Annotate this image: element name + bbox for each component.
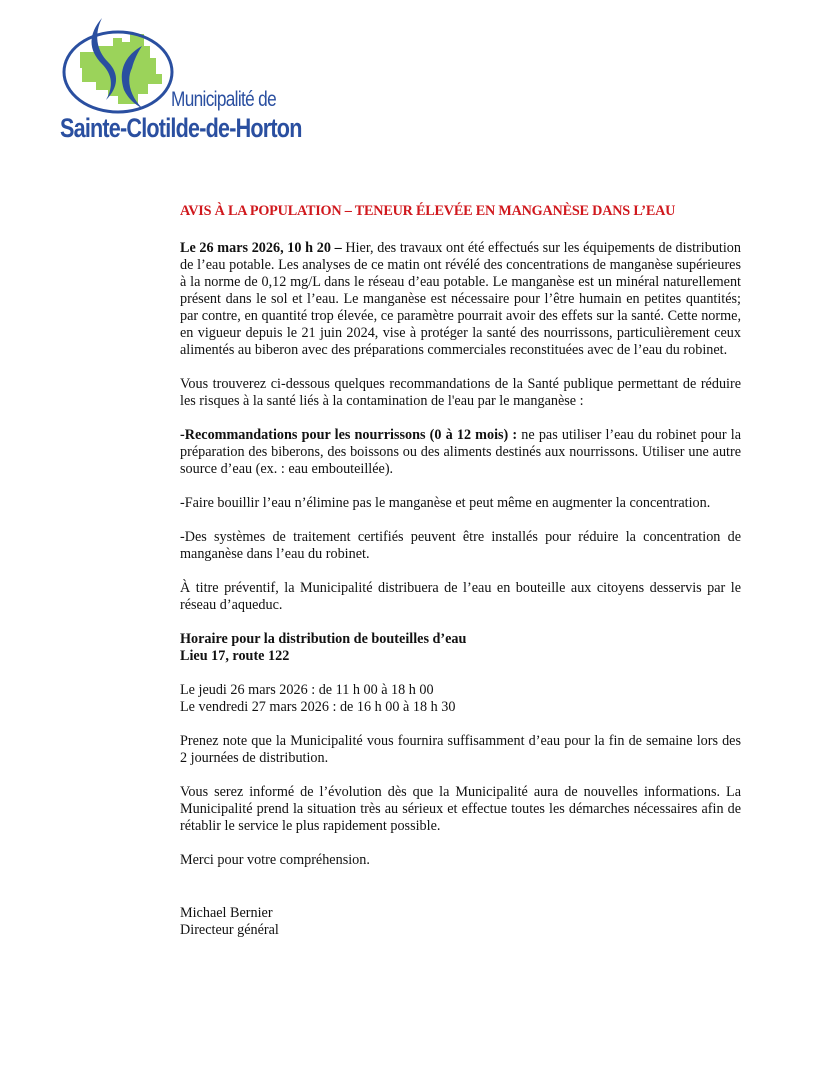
intro-paragraph xyxy=(180,240,741,359)
recommendation-item xyxy=(180,427,741,478)
logo-municipality-label: Municipalité de xyxy=(171,88,277,111)
recommendation-item: -Des systèmes de traitement certifiés peuvent être installés pour réduire la concentration de manganèse dans l’eau du robinet. xyxy=(180,529,741,562)
signature-name: Michael Bernier xyxy=(180,905,273,921)
municipality-logo xyxy=(58,12,308,143)
schedule-heading-block xyxy=(180,631,741,665)
schedule-heading: Horaire pour la distribution de bouteilles d’eau xyxy=(180,631,467,647)
followup-paragraph: Vous serez informé de l’évolution dès que la Municipalité aura de nouvelles informations. La Municipalité prend la situation très au sérieux et effectue toutes les démarches nécessaires afin de rétablir le service le plus rapidement possible. xyxy=(180,784,741,834)
recommendation-lead: -Recommandations pour les nourrissons (0 à 12 mois) : xyxy=(180,427,518,443)
signature-block xyxy=(180,905,741,939)
recommendation-item: -Faire bouillir l’eau n’élimine pas le manganèse et peut même en augmenter la concentration. xyxy=(180,495,711,511)
thanks-paragraph: Merci pour votre compréhension. xyxy=(180,852,370,868)
logo-municipality-name: Sainte-Clotilde-de-Horton xyxy=(60,113,302,143)
intro-text: Hier, des travaux ont été effectués sur les équipements de distribution de l’eau potable. Les analyses de ce matin ont révélé des concentrations de manganèse supérieures à la norme de 0,12 mg/L dans le réseau d’eau potable. Le manganèse est un minéral naturellement présent dans le sol et l’eau. Le manganèse est nécessaire pour l’être humain en petites quantités; par contre, en quantité trop élevée, ce paramètre pourrait avoir des effets sur la santé. Cette norme, en vigueur depuis le 21 juin 2024, vise à protéger la santé des nourrissons, particulièrement ceux alimentés au biberon avec des préparations commerciales reconstituées avec de l’eau du robinet. xyxy=(180,240,741,358)
recommendation-text: ne pas utiliser l’eau du robinet pour la préparation des biberons, des boissons ou des aliments destinés aux nourrissons. Utiliser une autre source d’eau (ex. : eau embouteillée). xyxy=(180,427,741,477)
notice-title: AVIS À LA POPULATION – TENEUR ÉLEVÉE EN MANGANÈSE DANS L’EAU xyxy=(180,203,676,219)
notice-document xyxy=(180,203,741,956)
recommendations-intro: Vous trouverez ci-dessous quelques recommandations de la Santé publique permettant de réduire les risques à la santé liés à la contamination de l'eau par le manganèse : xyxy=(180,376,741,409)
dateline: Le 26 mars 2026, 10 h 20 – xyxy=(180,240,342,256)
schedule-location: Lieu 17, route 122 xyxy=(180,648,290,664)
schedule-slot: Le jeudi 26 mars 2026 : de 11 h 00 à 18 h 00 xyxy=(180,682,434,698)
schedule-slots xyxy=(180,682,741,716)
preventive-paragraph: À titre préventif, la Municipalité distribuera de l’eau en bouteille aux citoyens desservis par le réseau d’aqueduc. xyxy=(180,580,741,613)
signature-role: Directeur général xyxy=(180,922,279,938)
schedule-slot: Le vendredi 27 mars 2026 : de 16 h 00 à 18 h 30 xyxy=(180,699,456,715)
municipal-emblem-icon xyxy=(58,12,178,117)
note-paragraph: Prenez note que la Municipalité vous fournira suffisamment d’eau pour la fin de semaine lors des 2 journées de distribution. xyxy=(180,733,741,766)
